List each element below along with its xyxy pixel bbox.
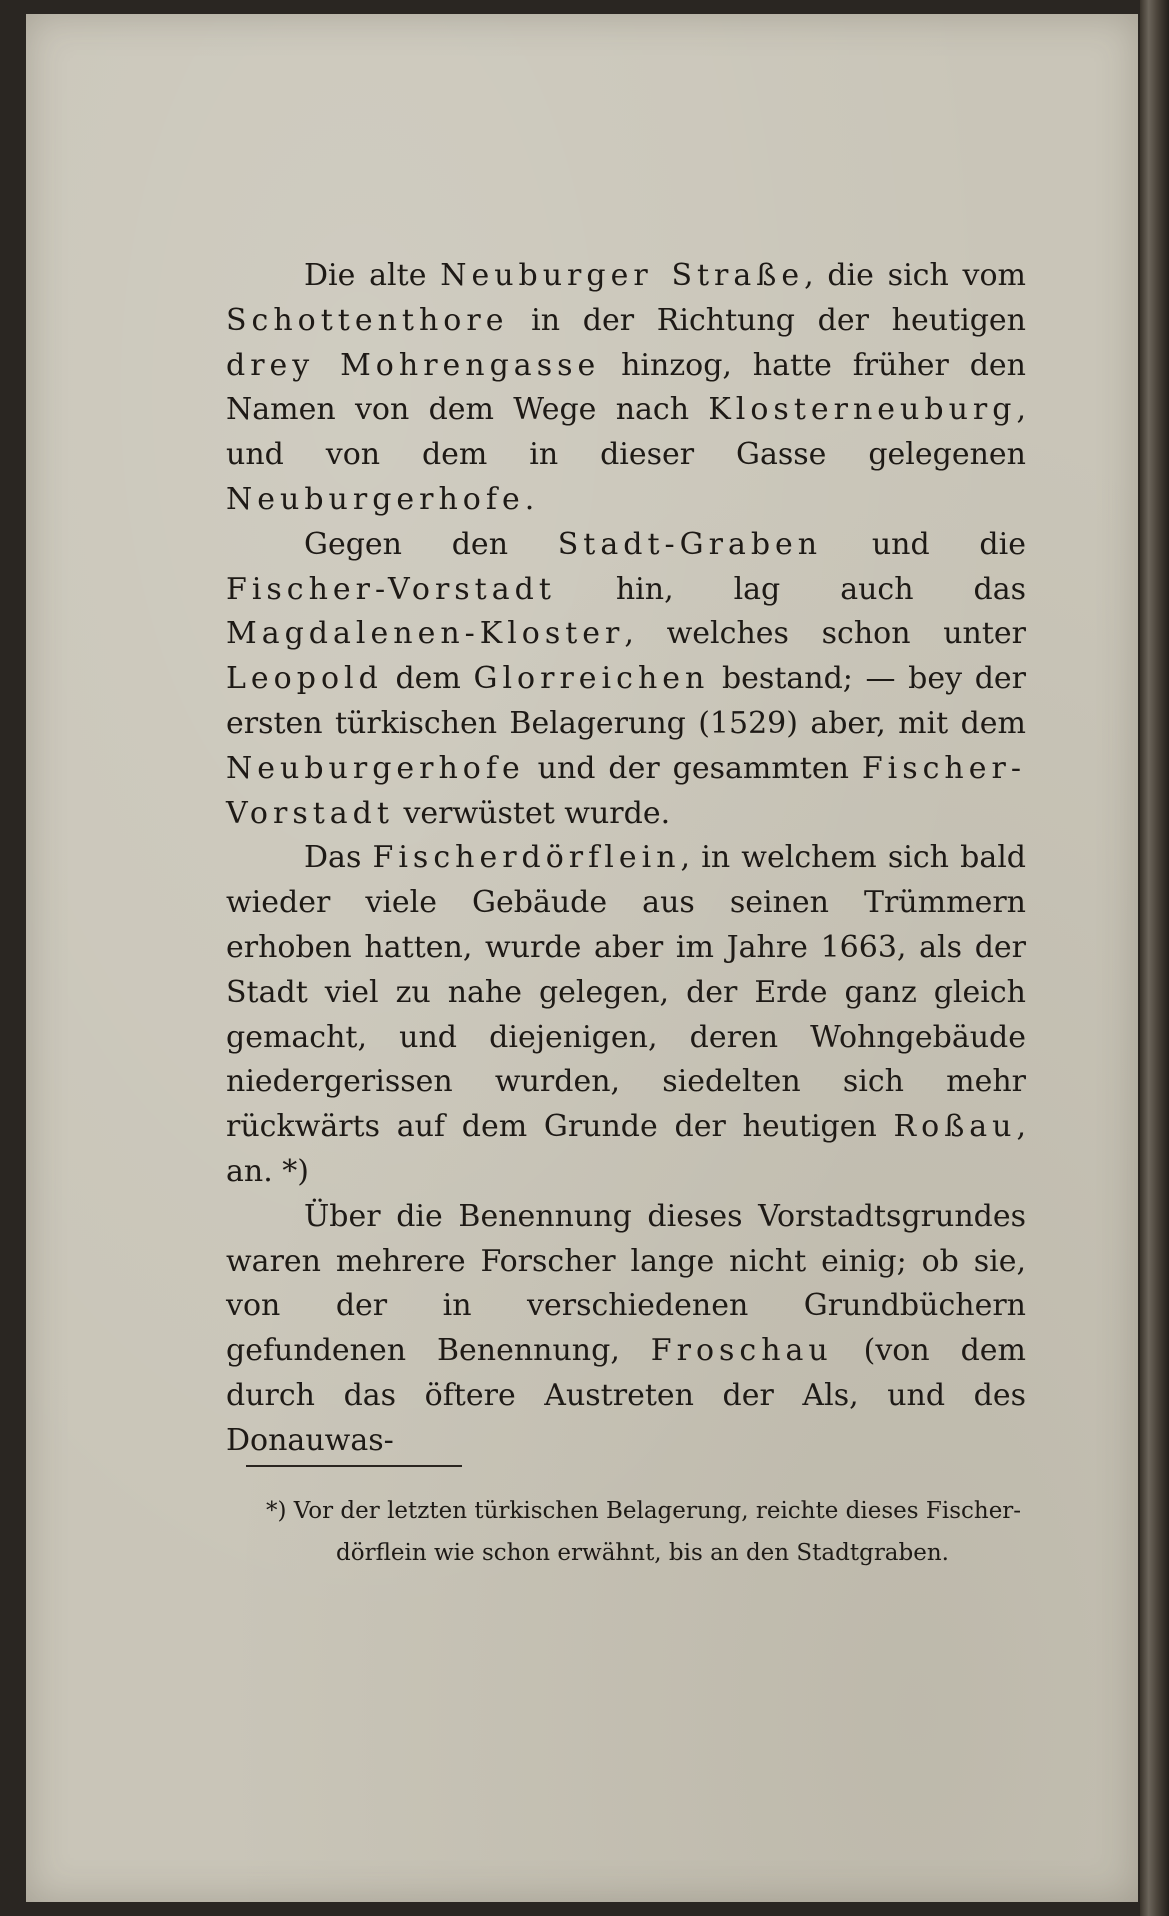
- footnote-line-1: *) Vor der letzten türkischen Belagerung, reichte dieses Fischer-: [266, 1498, 1022, 1524]
- text-run: und die: [822, 526, 1026, 562]
- text-run: , und von dem in dieser Gasse gelegenen: [226, 392, 1026, 473]
- footnote-divider: [246, 1465, 462, 1467]
- paragraph-3: [226, 836, 1026, 1194]
- text-run: dem: [382, 661, 474, 697]
- spaced-text-run: Glorreichen: [473, 661, 710, 697]
- text-run: hinzog, hatte früher den Namen von dem Wege nach: [226, 347, 1026, 428]
- spaced-text-run: Magdalenen-Kloster: [226, 616, 625, 652]
- text-run: und der gesammten: [524, 750, 862, 786]
- paragraph-4: [226, 1195, 1026, 1464]
- spaced-text-run: Fischerdörflein: [372, 840, 681, 876]
- spaced-text-run: Leopold: [226, 661, 383, 697]
- text-run: (von dem durch das öftere Austreten der Als, und des Donauwas-: [226, 1333, 1026, 1458]
- spaced-text-run: Klosterneuburg: [708, 392, 1017, 428]
- spaced-text-run: drey Mohrengasse: [226, 347, 601, 383]
- text-run: verwüstet wurde.: [393, 795, 671, 831]
- text-run: Gegen den: [304, 526, 558, 562]
- body-text: [226, 254, 1026, 1464]
- spaced-text-run: Neuburger Straße: [440, 258, 805, 293]
- text-run: Die alte: [304, 258, 441, 293]
- book-page: [26, 14, 1138, 1902]
- text-run: bestand; — bey der ersten türkischen Belagerung (1529) aber, mit dem: [226, 661, 1026, 741]
- text-run: in der Richtung der heutigen: [508, 302, 1026, 338]
- adjacent-page-edge: [1140, 0, 1169, 1916]
- spaced-text-run: Fischer-Vorstadt: [226, 571, 556, 607]
- text-run: , die sich vom: [804, 258, 1026, 293]
- paragraph-1: [226, 254, 1026, 523]
- spaced-text-run: Neuburgerhofe: [226, 481, 525, 517]
- text-run: Das: [304, 840, 373, 876]
- text-run: , welches schon unter: [624, 616, 1026, 652]
- text-run: , an. *): [226, 1109, 1026, 1189]
- footnote-line-2: dörflein wie schon erwähnt, bis an den Stadtgraben.: [336, 1540, 949, 1566]
- spaced-text-run: Froschau: [650, 1333, 833, 1369]
- spaced-text-run: Fischer-Vorstadt: [226, 750, 1026, 831]
- text-run: .: [524, 481, 535, 517]
- paragraph-2: [226, 523, 1026, 837]
- text-run: hin, lag auch das: [555, 571, 1026, 607]
- spaced-text-run: Stadt-Graben: [557, 526, 823, 562]
- text-run: Über die Benennung dieses Vorstadtsgrundes waren mehrere Forscher lange nicht einig; ob sie, von der in verschiedenen Grundbüchern gefundenen Benennung,: [226, 1198, 1026, 1369]
- spaced-text-run: Roßau: [893, 1109, 1017, 1145]
- spaced-text-run: Schottenthore: [226, 302, 509, 338]
- spaced-text-run: Neuburgerhofe: [226, 750, 525, 786]
- footnote: [266, 1490, 1046, 1574]
- text-run: , in welchem sich bald wieder viele Gebäude aus seinen Trümmern erhoben hatten, wurde aber im Jahre 1663, als der Stadt viel zu nahe gelegen, der Erde ganz gleich gemacht, und diejenigen, deren Wohngebäude niedergerissen wurden, siedelten sich mehr rückwärts auf dem Grunde der heutigen: [226, 840, 1027, 1145]
